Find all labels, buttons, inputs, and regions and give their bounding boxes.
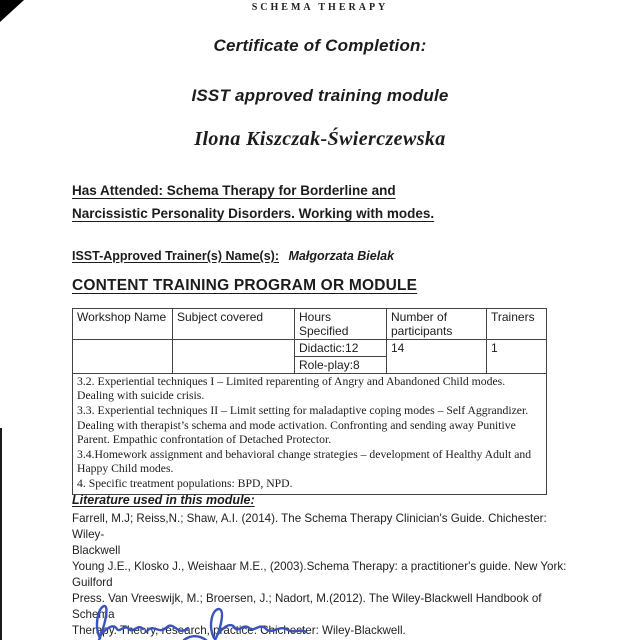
program-notes	[73, 374, 547, 495]
cell-hours-roleplay: Role-play:8	[295, 357, 387, 374]
literature-heading: Literature used in this module:	[72, 493, 255, 507]
program-note-1: 3.2. Experiential techniques I – Limited reparenting of Angry and Abandoned Child modes. Dealing with suicide crisis.	[77, 375, 506, 403]
cell-hours-didactic: Didactic:12	[295, 340, 387, 357]
col-header-participants: Number of participants	[387, 309, 487, 340]
literature-line-4: Press. Van Vreeswijk, M.; Broersen, J.; Nadort, M.(2012). The Wiley-Blackwell Handbook of Schema	[72, 592, 542, 621]
col-header-subject-covered: Subject covered	[173, 309, 295, 340]
literature-line-1: Farrell, M.J; Reiss,N.; Shaw, A.I. (2014). The Schema Therapy Clinician's Guide. Chichester: Wiley-	[72, 512, 547, 541]
literature-line-3: Young J.E., Klosko J., Weishaar M.E., (2003).Schema Therapy: a practitioner's guide. New York: Guilford	[72, 560, 567, 589]
logo-caption: SCHEMA THERAPY	[251, 2, 389, 13]
col-header-trainers: Trainers	[487, 309, 547, 340]
trainer-row	[72, 249, 394, 263]
col-header-hours-specified: Hours Specified	[295, 309, 387, 340]
attended-statement	[72, 179, 552, 225]
training-program-table	[72, 308, 547, 495]
trainer-name: Małgorzata Bielak	[288, 249, 395, 263]
table-row-didactic	[73, 340, 547, 357]
scan-edge-artifact	[0, 428, 2, 640]
recipient-name: Ilona Kiszczak-Świerczewska	[194, 128, 446, 150]
table-header-row	[73, 309, 547, 340]
attended-line-2: Narcissistic Personality Disorders. Working with modes.	[72, 206, 435, 221]
handwritten-signature	[88, 596, 318, 640]
section-heading: CONTENT TRAINING PROGRAM OR MODULE	[72, 277, 418, 294]
literature-line-5: Therapy. Theory, research, practice. Chichester: Wiley-Blackwell.	[72, 624, 406, 637]
certificate-subtitle: ISST approved training module	[191, 86, 449, 105]
literature-line-2: Blackwell	[72, 544, 121, 557]
certificate-title: Certificate of Completion:	[213, 36, 427, 55]
cell-subject-covered	[173, 340, 295, 374]
trainer-label: ISST-Approved Trainer(s) Name(s):	[72, 249, 279, 263]
col-header-workshop-name: Workshop Name	[73, 309, 173, 340]
cell-trainers: 1	[487, 340, 547, 374]
attended-line-1: Has Attended: Schema Therapy for Borderline and	[72, 183, 396, 198]
program-note-2: 3.3. Experiential techniques II – Limit setting for maladaptive coping modes – Self Aggrandizer. Dealing with therapist’s schema and mode activation. Confronting and sending away Punitive Parent. Empathic confrontation of Detached Protector.	[77, 404, 529, 446]
cell-participants: 14	[387, 340, 487, 374]
program-note-3: 3.4.Homework assignment and behavioral change strategies – development of Healthy Adult and Happy Child modes.	[77, 448, 532, 476]
cell-workshop-name	[73, 340, 173, 374]
program-note-4: 4. Specific treatment populations: BPD, NPD.	[77, 477, 293, 491]
table-notes-row	[73, 374, 547, 495]
